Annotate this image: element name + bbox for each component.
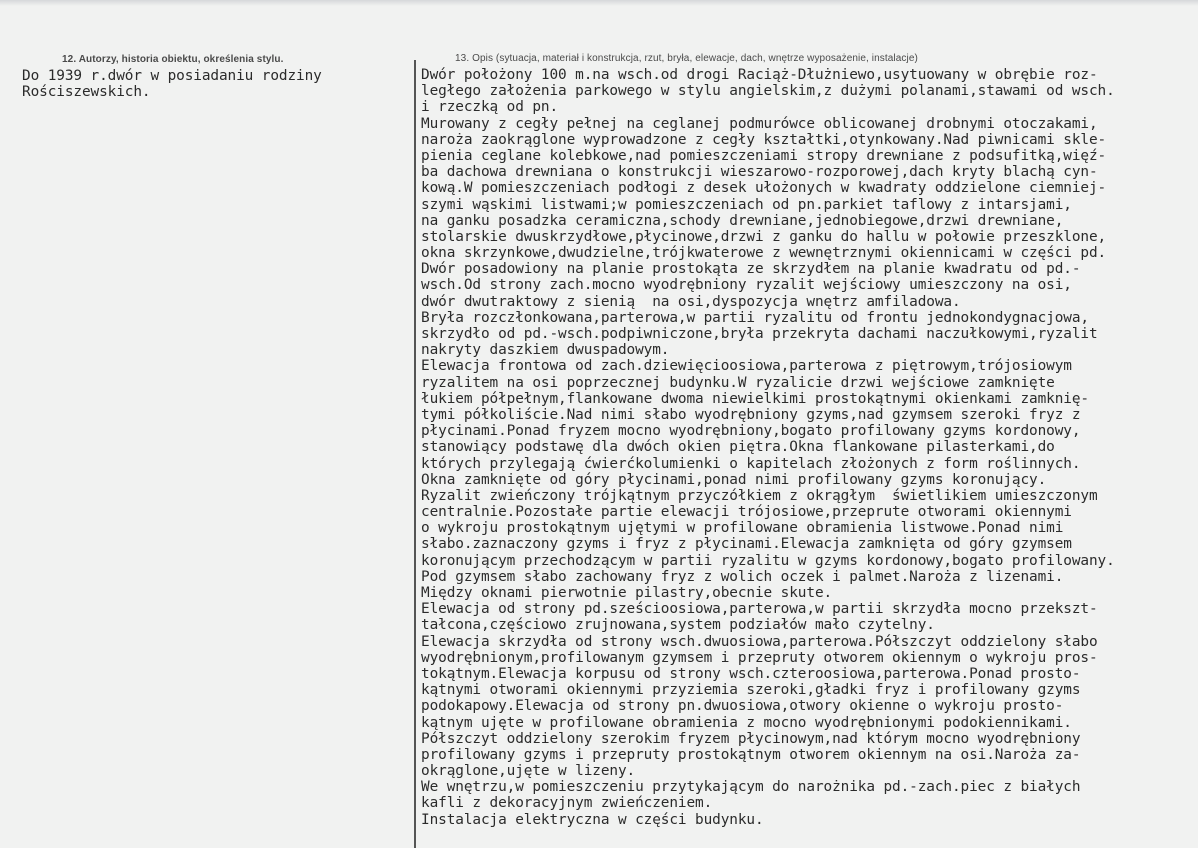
description-text-line: ległego założenia parkowego w stylu angielskim,z dużymi polanami,stawami od wsch. [421, 83, 1115, 100]
description-text-line: Elewacja frontowa od zach.dziewięcioosiowa,parterowa z piętrowym,trójosiowym [421, 358, 1072, 375]
description-text-line: ryzalitem na osi poprzecznej budynku.W ryzalicie drzwi wejściowe zamknięte [421, 374, 1055, 391]
description-text-line: podokapowy.Elewacja od strony pn.dwuosiowa,otwory okienne o wykroju prosto- [421, 698, 1064, 715]
description-text-line: Murowany z cegły pełnej na ceglanej podmurówce oblicowanej drobnymi otoczakami, [421, 115, 1098, 132]
description-text-line: okna skrzynkowe,dwudzielne,trójkwaterowe z wewnętrznymi okiennicami w części pd. [421, 245, 1107, 262]
description-text-line: o wykroju prostokątnym ujętymi w profilowane obramienia listwowe.Ponad nimi [421, 520, 1064, 537]
description-text-line: Elewacja skrzydła od strony wsch.dwuosiowa,parterowa.Półszczyt oddzielony słabo [421, 633, 1098, 650]
description-text-line: dwór dwutraktowy z sienią na osi,dyspozycja wnętrz amfiladowa. [421, 293, 961, 310]
description-text-line: kafli z dekoracyjnym zwieńczeniem. [421, 795, 713, 812]
description-text-line: łukiem półpełnym,flankowane dwoma niewielkimi prostokątnymi okienkami zamknię- [421, 390, 1089, 407]
description-text-line: na ganku posadzka ceramiczna,schody drewniane,jednobiegowe,drzwi drewniane, [421, 212, 1064, 229]
description-text-line: kową.W pomieszczeniach podłogi z desek ułożonych w kwadraty oddzielone ciemniej- [421, 180, 1107, 197]
authors-section-label: 12. Autorzy, historia obiektu, określenia stylu. [62, 54, 284, 65]
description-text-line: We wnętrzu,w pomieszczeniu przytykającym do narożnika pd.-zach.piec z białych [421, 779, 1081, 796]
page-edge-shadow [0, 0, 1198, 6]
description-text-line: tokątnym.Elewacja korpusu od strony wsch.czteroosiowa,parterowa.Ponad prosto- [421, 665, 1081, 682]
authors-section-text [22, 68, 322, 100]
description-text-line: nakryty daszkiem dwuspadowym. [421, 342, 670, 359]
description-text-line: okrąglone,ujęte w lizeny. [421, 763, 636, 780]
description-text-line: skrzydło od pd.-wsch.podpiwniczone,bryła przekryta dachami naczułkowymi,ryzalit [421, 326, 1098, 342]
description-text-line: i rzeczką od pn. [421, 99, 559, 116]
description-section-label: 13. Opis (sytuacja, materiał i konstrukcja, rzut, bryła, elewacje, dach, wnętrze wyposażenie, instalacje) [455, 53, 918, 64]
authors-text-line: Do 1939 r.dwór w posiadaniu rodziny [22, 68, 322, 84]
description-text-line: kątnymi otworami okiennymi przyziemia szeroki,gładki fryz i profilowany gzyms [421, 682, 1081, 699]
description-text-line: centralnie.Pozostałe partie elewacji trójosiowe,przeprute otworami okiennymi [421, 504, 1072, 521]
description-text-line: Dwór położony 100 m.na wsch.od drogi Raciąż-Dłużniewo,usytuowany w obrębie roz- [421, 67, 1098, 83]
description-text-line: stanowiący podstawę dla dwóch okien piętra.Okna flankowane pilasterkami,do [421, 439, 1055, 456]
description-text-line: koronującym przechodzącym w partii ryzalitu w gzyms kordonowy,bogato profilowany. [421, 552, 1115, 569]
description-text-line: których przylegają ćwierćkolumienki o kapitelach złożonych z form roślinnych. [421, 455, 1081, 472]
description-text-line: Elewacja od strony pd.sześcioosiowa,parterowa,w partii skrzydła mocno przekszt- [421, 601, 1098, 618]
description-text-line: Instalacja elektryczna w części budynku. [421, 811, 764, 828]
description-section-text [421, 67, 1115, 828]
description-text-line: stolarskie dwuskrzydłowe,płycinowe,drzwi z ganku do hallu w połowie przeszklone, [421, 228, 1107, 245]
description-text-line: profilowany gzyms i przepruty prostokątnym otworem okiennym na osi.Naroża za- [421, 746, 1081, 763]
description-text-line: płycinami.Ponad fryzem mocno wyodrębniony,bogato profilowany gzyms kordonowy, [421, 423, 1081, 440]
description-text-line: Między oknami pierwotnie pilastry,obecnie skute. [421, 585, 833, 601]
description-text-line: Pod gzymsem słabo zachowany fryz z wolich oczek i palmet.Naroża z lizenami. [421, 568, 1064, 585]
authors-text-line: Rościszewskich. [22, 84, 151, 101]
description-text-line: słabo.zaznaczony gzyms i fryz z płycinami.Elewacja zamknięta od góry gzymsem [421, 536, 1072, 553]
description-text-line: wsch.Od strony zach.mocno wyodrębniony ryzalit wejściowy umieszczony na osi, [421, 277, 1072, 294]
description-text-line: szymi wąskimi listwami;w pomieszczeniach od pn.parkiet taflowy z intarsjami, [421, 196, 1072, 213]
description-text-line: Bryła rozczłonkowana,parterowa,w partii ryzalitu od frontu jednokondygnacjowa, [421, 309, 1089, 326]
description-text-line: pienia ceglane kolebkowe,nad pomieszczeniami stropy drewniane z podsufitką,więź- [421, 147, 1107, 164]
description-text-line: Okna zamknięte od góry płycinami,ponad nimi profilowany gzyms koronujący. [421, 471, 1047, 488]
description-text-line: naroża zaokrąglone wyprowadzone z cegły kształtki,otynkowany.Nad piwnicami skle- [421, 131, 1107, 148]
description-text-line: tymi półkoliście.Nad nimi słabo wyodrębniony gzyms,nad gzymsem szeroki fryz z [421, 406, 1081, 423]
description-text-line: Półszczyt oddzielony szerokim fryzem płycinowym,nad którym mocno wyodrębniony [421, 730, 1081, 747]
description-text-line: Ryzalit zwieńczony trójkątnym przyczółkiem z okrągłym świetlikiem umieszczonym [421, 487, 1098, 504]
description-text-line: ba dachowa drewniana o konstrukcji wieszarowo-rozporowej,dach kryty blachą cyn- [421, 164, 1098, 181]
column-divider [414, 60, 416, 848]
description-text-line: Dwór posadowiony na planie prostokąta ze skrzydłem na planie kwadratu od pd.- [421, 261, 1081, 278]
description-text-line: wyodrębnionym,profilowanym gzymsem i przepruty otworem okiennym o wykroju pros- [421, 649, 1098, 666]
description-text-line: kątnym ujęte w profilowane obramienia z mocno wyodrębnionymi podokiennikami. [421, 714, 1072, 731]
description-text-line: tałcona,częściowo zrujnowana,system podziałów mało czytelny. [421, 617, 935, 634]
